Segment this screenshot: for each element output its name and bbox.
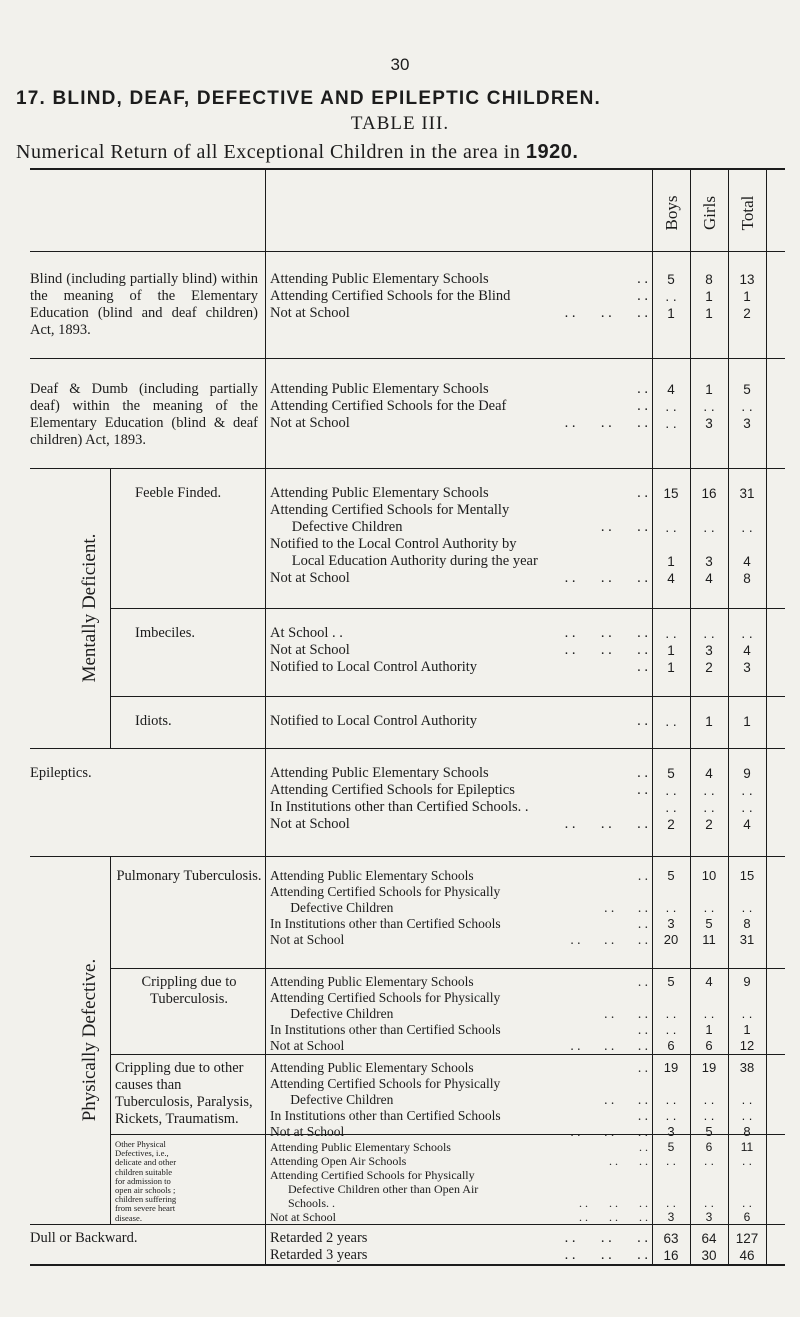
row-label xyxy=(270,1247,367,1264)
cell-total: . . xyxy=(741,520,753,535)
cell-girls: 5 xyxy=(705,1124,713,1139)
row-leader-dots: . . xyxy=(637,713,648,729)
cell-total: 1 xyxy=(743,1022,751,1037)
row-label-text: At School . . xyxy=(270,625,343,641)
category-other-physical-line: open air schools ; xyxy=(115,1185,176,1196)
row-label xyxy=(270,1124,344,1140)
cell-girls: . . xyxy=(703,1006,715,1021)
row-label-text: Schools. . xyxy=(270,1196,336,1210)
row-leader-dots: . . xyxy=(637,782,648,798)
row-label-text: In Institutions other than Certified Schools. . xyxy=(270,799,529,815)
row-label-text: Defective Children xyxy=(270,1092,394,1107)
category-crippling-other: Crippling due to other causes than Tuberculosis, Paralysis, Rickets, Traumatism. xyxy=(115,1060,253,1127)
category-crippling-tb: Crippling due to Tuberculosis. xyxy=(141,974,237,1007)
row-leader-dots: . . xyxy=(637,916,648,931)
header-rule xyxy=(30,251,785,252)
cell-girls: 6 xyxy=(705,1140,713,1154)
col-header-girls: Girls xyxy=(700,196,719,230)
cell-boys: 3 xyxy=(667,1210,675,1224)
row-label-text: Attending Public Elementary Schools xyxy=(270,271,489,287)
row-leader-dots: . . . . xyxy=(604,900,648,915)
cell-boys: 5 xyxy=(667,868,675,883)
row-label xyxy=(270,990,500,1006)
row-leader-dots: . . xyxy=(637,271,648,287)
row-label xyxy=(270,900,393,916)
row-label xyxy=(270,1196,335,1210)
cell-boys: 1 xyxy=(667,660,675,675)
row-label-text: Defective Children xyxy=(270,519,403,535)
rule-after-crippling-tb xyxy=(110,1054,785,1055)
row-label xyxy=(270,1092,393,1108)
row-label xyxy=(270,305,350,322)
cell-girls: . . xyxy=(703,1196,714,1210)
row-label xyxy=(270,1038,344,1054)
row-label xyxy=(270,1022,501,1038)
row-label-text: Not at School xyxy=(270,1210,336,1224)
cell-boys: 5 xyxy=(667,766,675,781)
row-label xyxy=(270,519,402,536)
row-label xyxy=(270,553,538,570)
cell-boys: . . xyxy=(665,1092,677,1107)
cell-boys: . . xyxy=(665,1196,676,1210)
row-leader-dots: . . . . xyxy=(604,1092,648,1107)
row-label-text: Defective Children other than Open Air xyxy=(270,1182,479,1196)
row-leader-dots: . . . . . . xyxy=(564,305,648,321)
cell-boys: . . xyxy=(665,626,677,641)
row-label xyxy=(270,570,350,587)
row-label xyxy=(270,916,501,932)
row-leader-dots: . . . . . . xyxy=(570,1038,648,1053)
cell-boys: 15 xyxy=(663,486,679,501)
cell-boys: . . xyxy=(665,1022,677,1037)
cell-total: 8 xyxy=(743,571,751,586)
category-feeble: Feeble Finded. xyxy=(135,485,222,501)
cell-girls: 64 xyxy=(701,1231,717,1246)
category-other-physical-line: from severe heart xyxy=(115,1203,176,1214)
row-label-text: Not at School xyxy=(270,932,345,947)
cell-boys: 1 xyxy=(667,554,675,569)
row-label-text: Attending Certified Schools for Physically xyxy=(270,884,501,899)
row-label-text: Attending Certified Schools for Physically xyxy=(270,990,501,1005)
row-leader-dots: . . . . . . xyxy=(570,932,648,947)
row-label-text: Not at School xyxy=(270,570,350,586)
row-leader-dots: . . . . . . xyxy=(579,1196,648,1210)
row-label xyxy=(270,1140,451,1154)
group-label-physically-defective: Physically Defective. xyxy=(79,958,100,1122)
category-deaf: Deaf & Dumb (including partially deaf) within the meaning of the Elementary Education (blind & deaf children) Act, 1893. xyxy=(30,381,258,448)
row-label xyxy=(270,381,489,398)
caption-text: Numerical Return of all Exceptional Children in the area in xyxy=(16,141,521,163)
row-leader-dots: . . xyxy=(637,1022,648,1037)
rule-after-epileptics xyxy=(30,856,785,857)
category-imbeciles: Imbeciles. xyxy=(135,625,195,641)
row-leader-dots: . . . . . . xyxy=(564,816,648,832)
row-label-text: Attending Certified Schools for Physically xyxy=(270,1076,501,1091)
cell-girls: . . xyxy=(703,520,715,535)
col-rule-girls xyxy=(690,168,691,1264)
cell-boys: 5 xyxy=(667,1140,675,1154)
row-leader-dots: . . . . . . xyxy=(564,642,648,658)
cell-girls: 3 xyxy=(705,643,713,658)
row-label-text: Attending Certified Schools for Mentally xyxy=(270,502,510,518)
row-label xyxy=(270,1168,475,1182)
cell-boys: 3 xyxy=(667,1124,675,1139)
cell-girls: . . xyxy=(703,900,715,915)
cell-girls: 3 xyxy=(705,416,713,431)
row-label-text: Not at School xyxy=(270,1038,345,1053)
cell-girls: 16 xyxy=(701,486,717,501)
col-rule-right xyxy=(766,168,767,1264)
row-label-text: In Institutions other than Certified Schools xyxy=(270,1022,501,1037)
row-label-text: Attending Public Elementary Schools xyxy=(270,485,489,501)
row-label xyxy=(270,625,343,642)
row-label-text: Not at School xyxy=(270,305,350,321)
row-leader-dots: . . xyxy=(637,868,648,883)
exceptional-children-table xyxy=(30,168,785,1266)
row-label-text: Attending Certified Schools for the Blind xyxy=(270,288,511,304)
row-label-text: Not at School xyxy=(270,1124,345,1139)
row-leader-dots: . . xyxy=(637,1060,648,1075)
col-rule-desc xyxy=(265,168,266,1264)
cell-total: 4 xyxy=(743,554,751,569)
category-other-physical-line: Defectives, i.e., xyxy=(115,1148,169,1159)
row-label xyxy=(270,502,509,519)
cell-total: 8 xyxy=(743,1124,751,1139)
cell-girls: . . xyxy=(703,1108,715,1123)
row-leader-dots: . . xyxy=(637,398,648,414)
row-label-text: In Institutions other than Certified Schools xyxy=(270,1108,501,1123)
category-other-physical-line: children suffering xyxy=(115,1194,177,1205)
page-number: 30 xyxy=(390,55,410,74)
row-label xyxy=(270,1076,500,1092)
cell-boys: . . xyxy=(665,1006,677,1021)
cell-girls: 2 xyxy=(705,660,713,675)
row-label-text: Attending Certified Schools for Epileptics xyxy=(270,782,515,798)
category-other-physical-line: for admission to xyxy=(115,1175,171,1186)
cell-total: 2 xyxy=(743,306,751,321)
row-leader-dots: . . xyxy=(637,288,648,304)
cell-total: 3 xyxy=(743,660,751,675)
rule-after-idiots xyxy=(30,748,785,749)
row-label xyxy=(270,932,344,948)
cell-total: 13 xyxy=(739,272,755,287)
cell-girls: . . xyxy=(703,399,715,414)
cell-boys: 63 xyxy=(663,1231,679,1246)
cell-girls: 30 xyxy=(701,1248,717,1263)
row-leader-dots: . . . . . . xyxy=(579,1210,648,1224)
row-label xyxy=(270,713,477,730)
row-label xyxy=(270,799,529,816)
table-top-border xyxy=(30,168,785,170)
row-label-text: Attending Certified Schools for the Deaf xyxy=(270,398,507,414)
cell-boys: . . xyxy=(665,900,677,915)
row-leader-dots: . . . . . . xyxy=(564,625,648,641)
group-label-mentally-deficient: Mentally Deficient. xyxy=(79,533,100,683)
rule-after-imbeciles xyxy=(110,696,785,697)
cell-total: 9 xyxy=(743,974,751,989)
cell-total: . . xyxy=(741,900,753,915)
cell-boys: 3 xyxy=(667,916,675,931)
row-label-text: Not at School xyxy=(270,415,350,431)
cell-boys: 4 xyxy=(667,382,675,397)
cell-girls: 1 xyxy=(705,382,713,397)
cell-girls: 1 xyxy=(705,306,713,321)
cell-girls: 2 xyxy=(705,817,713,832)
row-label-text: Notified to Local Control Authority xyxy=(270,659,478,675)
row-label xyxy=(270,288,510,305)
caption-year: 1920. xyxy=(525,141,579,163)
row-label-text: Attending Public Elementary Schools xyxy=(270,381,489,397)
cell-girls: . . xyxy=(703,626,715,641)
cell-girls: 1 xyxy=(705,289,713,304)
category-other-physical-line: disease. xyxy=(115,1212,142,1223)
cell-total: 31 xyxy=(739,486,755,501)
mentally-deficient-spine xyxy=(110,468,111,748)
table-caption xyxy=(16,141,796,164)
row-leader-dots: . . . . . . xyxy=(570,1124,648,1139)
row-label xyxy=(270,1210,336,1224)
cell-total: 6 xyxy=(743,1210,751,1224)
cell-girls: . . xyxy=(703,1154,714,1168)
cell-girls: 5 xyxy=(705,916,713,931)
cell-boys: . . xyxy=(665,783,677,798)
cell-total: . . xyxy=(741,1154,752,1168)
cell-boys: . . xyxy=(665,520,677,535)
col-rule-total xyxy=(728,168,729,1264)
row-leader-dots: . . . . xyxy=(600,519,648,535)
rule-dull-top xyxy=(30,1224,785,1225)
cell-boys: 1 xyxy=(667,306,675,321)
row-label-text: Retarded 3 years xyxy=(270,1247,368,1263)
cell-total: . . xyxy=(741,1006,753,1021)
row-leader-dots: . . xyxy=(637,1108,648,1123)
category-other-physical-line: delicate and other xyxy=(115,1157,177,1168)
row-label xyxy=(270,415,350,432)
row-leader-dots: . . . . . . xyxy=(564,1230,648,1246)
cell-total: 8 xyxy=(743,916,751,931)
cell-girls: 1 xyxy=(705,1022,713,1037)
cell-girls: 6 xyxy=(705,1038,713,1053)
cell-total: 4 xyxy=(743,643,751,658)
cell-girls: 3 xyxy=(705,1210,713,1224)
cell-boys: 6 xyxy=(667,1038,675,1053)
cell-boys: . . xyxy=(665,1154,676,1168)
row-label-text: Attending Public Elementary Schools xyxy=(270,868,474,883)
row-leader-dots: . . xyxy=(637,381,648,397)
cell-boys: 20 xyxy=(663,932,679,947)
col-header-boys: Boys xyxy=(662,195,681,231)
cell-total: . . xyxy=(741,800,753,815)
row-label-text: Notified to the Local Control Authority by xyxy=(270,536,517,552)
table-title: TABLE III. xyxy=(350,113,450,134)
cell-total: 15 xyxy=(739,868,755,883)
cell-girls: 19 xyxy=(701,1060,717,1075)
category-idiots: Idiots. xyxy=(135,713,172,729)
cell-girls: . . xyxy=(703,1092,715,1107)
cell-boys: 4 xyxy=(667,571,675,586)
row-label-text: Attending Public Elementary Schools xyxy=(270,974,474,989)
cell-boys: . . xyxy=(665,399,677,414)
cell-boys: . . xyxy=(665,1108,677,1123)
row-label-text: In Institutions other than Certified Schools xyxy=(270,916,501,931)
row-label xyxy=(270,884,500,900)
cell-total: 12 xyxy=(739,1038,755,1053)
cell-boys: . . xyxy=(665,714,677,729)
cell-total: 3 xyxy=(743,416,751,431)
cell-girls: 4 xyxy=(705,571,713,586)
cell-total: . . xyxy=(741,783,753,798)
row-label-text: Retarded 2 years xyxy=(270,1230,368,1246)
cell-girls: 4 xyxy=(705,766,713,781)
rule-after-feeble xyxy=(110,608,785,609)
cell-girls: 10 xyxy=(701,868,717,883)
row-label-text: Attending Public Elementary Schools xyxy=(270,1140,451,1154)
category-pulmonary: Pulmonary Tuberculosis. xyxy=(116,868,262,884)
table-bottom-border xyxy=(30,1264,785,1266)
cell-total: 11 xyxy=(740,1140,754,1154)
cell-boys: . . xyxy=(665,800,677,815)
row-label xyxy=(270,271,489,288)
cell-total: 38 xyxy=(739,1060,755,1075)
rule-after-pulmonary xyxy=(110,968,785,969)
cell-boys: 16 xyxy=(663,1248,679,1263)
row-leader-dots: . . xyxy=(639,1140,648,1154)
cell-total: . . xyxy=(741,626,753,641)
row-label xyxy=(270,485,489,502)
row-label xyxy=(270,1154,406,1168)
category-other-physical-line: children suitable xyxy=(115,1166,173,1177)
row-label xyxy=(270,642,350,659)
row-leader-dots: . . . . . . xyxy=(564,570,648,586)
category-other-physical xyxy=(115,1140,263,1223)
cell-total: 4 xyxy=(743,817,751,832)
cell-girls: 11 xyxy=(702,932,716,947)
row-leader-dots: . . xyxy=(637,485,648,501)
row-leader-dots: . . . . xyxy=(609,1154,648,1168)
row-label xyxy=(270,765,489,782)
cell-boys: . . xyxy=(665,416,677,431)
cell-total: . . xyxy=(741,1092,753,1107)
row-label xyxy=(270,1230,367,1247)
cell-total: 9 xyxy=(743,766,751,781)
cell-total: 1 xyxy=(743,289,751,304)
cell-boys: 2 xyxy=(667,817,675,832)
cell-boys: 5 xyxy=(667,272,675,287)
cell-total: 127 xyxy=(735,1231,759,1246)
physically-defective-spine xyxy=(110,856,111,1224)
row-label xyxy=(270,1108,501,1124)
cell-total: 5 xyxy=(743,382,751,397)
row-leader-dots: . . . . . . xyxy=(564,1247,648,1263)
row-label xyxy=(270,1006,393,1022)
row-label-text: Defective Children xyxy=(270,1006,394,1021)
cell-total: 1 xyxy=(743,714,751,729)
row-label-text: Attending Public Elementary Schools xyxy=(270,1060,474,1075)
row-label-text: Notified to Local Control Authority xyxy=(270,713,478,729)
rule-after-blind xyxy=(30,358,785,359)
cell-boys: . . xyxy=(665,289,677,304)
section-heading: 17. BLIND, DEAF, DEFECTIVE AND EPILEPTIC CHILDREN. xyxy=(16,88,602,109)
rule-after-deaf xyxy=(30,468,785,469)
row-label xyxy=(270,816,350,833)
cell-total: . . xyxy=(741,399,753,414)
cell-boys: 19 xyxy=(663,1060,679,1075)
col-rule-boys xyxy=(652,168,653,1264)
row-label-text: Attending Public Elementary Schools xyxy=(270,765,489,781)
cell-girls: 1 xyxy=(705,714,713,729)
cell-total: . . xyxy=(741,1108,753,1123)
row-label xyxy=(270,398,506,415)
cell-total: 46 xyxy=(739,1248,755,1263)
cell-total: . . xyxy=(741,1196,752,1210)
row-leader-dots: . . xyxy=(637,659,648,675)
category-dull: Dull or Backward. xyxy=(30,1230,138,1246)
row-label-text: Not at School xyxy=(270,642,350,658)
category-other-physical-line: Other Physical xyxy=(115,1139,166,1149)
cell-girls: 3 xyxy=(705,554,713,569)
row-label xyxy=(270,1060,474,1076)
row-leader-dots: . . xyxy=(637,974,648,989)
cell-girls: 8 xyxy=(705,272,713,287)
cell-total: 31 xyxy=(739,932,755,947)
row-label xyxy=(270,1182,478,1196)
cell-girls: . . xyxy=(703,783,715,798)
cell-boys: 1 xyxy=(667,643,675,658)
row-label-text: Local Education Authority during the year xyxy=(270,553,538,569)
cell-girls: . . xyxy=(703,800,715,815)
row-leader-dots: . . . . xyxy=(604,1006,648,1021)
row-label xyxy=(270,659,477,676)
cell-girls: 4 xyxy=(705,974,713,989)
row-label xyxy=(270,868,474,884)
cell-boys: 5 xyxy=(667,974,675,989)
row-leader-dots: . . xyxy=(637,765,648,781)
col-header-total: Total xyxy=(738,195,757,231)
row-label-text: Attending Open Air Schools xyxy=(270,1154,407,1168)
row-label-text: Not at School xyxy=(270,816,350,832)
category-blind: Blind (including partially blind) within the meaning of the Elementary Education (blind and deaf children) Act, 1893. xyxy=(30,271,258,338)
row-label xyxy=(270,974,474,990)
row-leader-dots: . . . . . . xyxy=(564,415,648,431)
row-label-text: Defective Children xyxy=(270,900,394,915)
row-label xyxy=(270,536,516,553)
category-epileptics: Epileptics. xyxy=(30,765,92,781)
row-label-text: Attending Certified Schools for Physically xyxy=(270,1168,475,1182)
row-label xyxy=(270,782,515,799)
